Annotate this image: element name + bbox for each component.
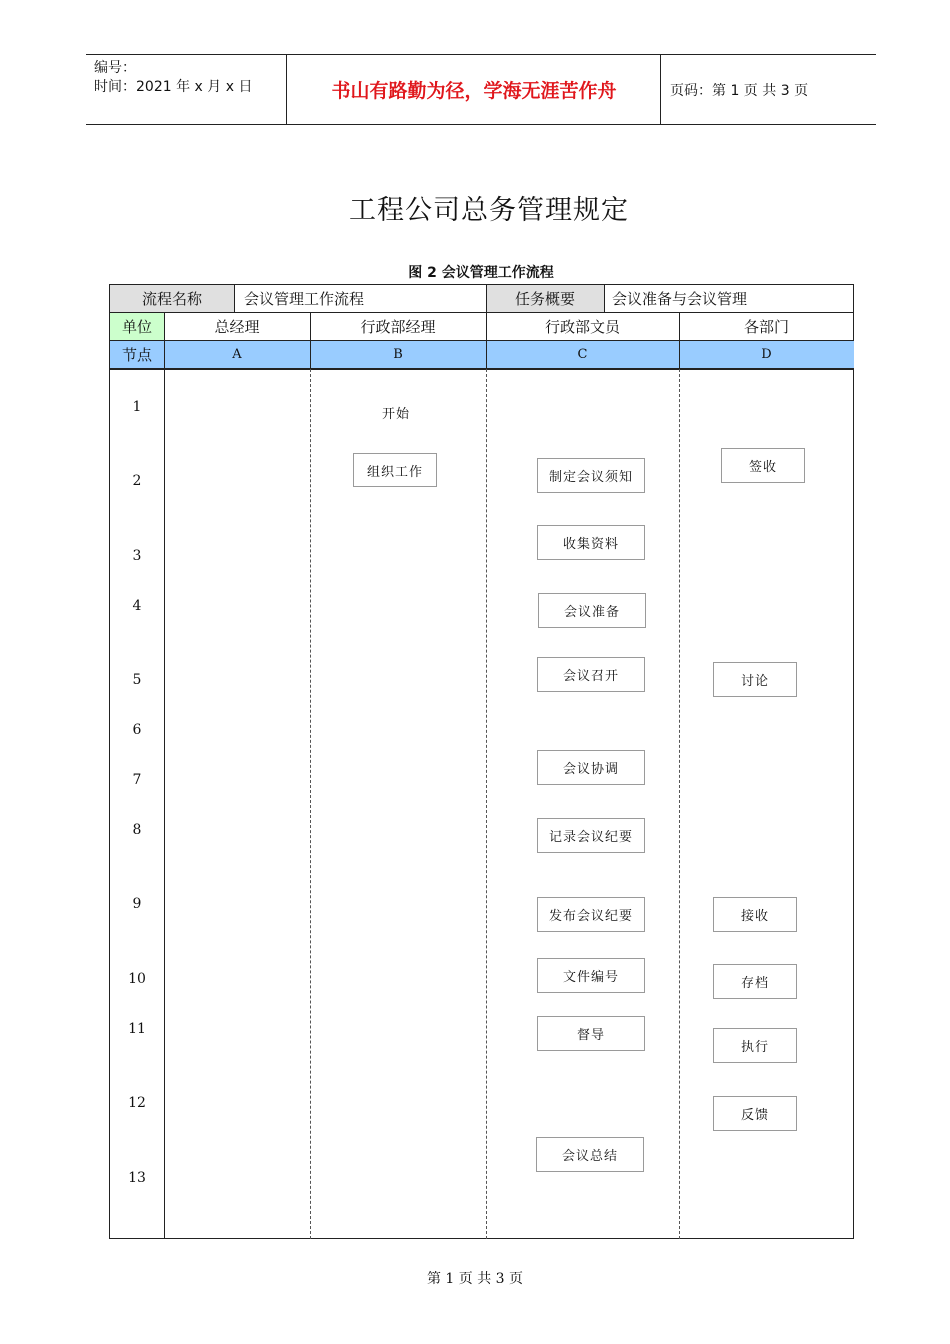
node-number: 4 [132, 598, 142, 614]
page-footer: 第 1 页 共 3 页 [426, 1271, 524, 1287]
node-number: 12 [128, 1095, 146, 1111]
node-col-b: B [310, 341, 486, 368]
grid-line [486, 285, 487, 312]
lane-divider [310, 369, 311, 1239]
lane-divider [679, 369, 680, 1239]
grid-line [604, 285, 605, 312]
node-number: 2 [132, 473, 142, 489]
step-execute: 执行 [713, 1028, 797, 1063]
process-table [109, 284, 854, 1239]
step-discuss: 讨论 [713, 662, 797, 697]
node-number: 6 [132, 722, 142, 738]
unit-label: 单位 [110, 313, 164, 340]
step-meeting-notice: 制定会议须知 [537, 458, 645, 493]
document-title: 工程公司总务管理规定 [349, 195, 629, 226]
header-page-info: 页码：第 1 页 共 3 页 [670, 82, 809, 99]
node-column-divider [164, 369, 165, 1239]
unit-admin-manager: 行政部经理 [360, 318, 436, 336]
time-label: 时间：2021 年 x 月 x 日 [94, 79, 253, 95]
header-meta [94, 59, 252, 97]
node-number: 9 [132, 896, 142, 912]
node-number: 7 [132, 772, 142, 788]
step-sign-receipt: 签收 [721, 448, 805, 483]
node-number: 3 [132, 548, 142, 564]
step-organize-work: 组织工作 [353, 453, 437, 487]
step-meeting-coordinate: 会议协调 [537, 750, 645, 785]
header-divider [286, 55, 287, 124]
step-meeting-summary: 会议总结 [536, 1137, 644, 1172]
task-summary-value: 会议准备与会议管理 [612, 290, 748, 308]
step-meeting-prep: 会议准备 [538, 593, 646, 628]
grid-line [164, 313, 165, 369]
grid-line [486, 313, 487, 369]
grid-line [110, 368, 853, 370]
process-name-label: 流程名称 [110, 285, 234, 312]
node-label: 节点 [110, 341, 164, 368]
step-receive: 接收 [713, 897, 797, 932]
unit-general-manager: 总经理 [214, 318, 260, 336]
node-number: 13 [128, 1170, 146, 1186]
node-number: 1 [132, 399, 142, 415]
step-file-number: 文件编号 [537, 958, 645, 993]
grid-line [234, 285, 235, 312]
unit-admin-clerk: 行政部文员 [544, 318, 620, 336]
node-number: 11 [128, 1021, 146, 1037]
header-motto: 书山有路勤为径，学海无涯苦作舟 [331, 80, 617, 102]
node-number: 10 [128, 971, 146, 987]
task-summary-label: 任务概要 [486, 285, 604, 312]
step-meeting-convene: 会议召开 [537, 657, 645, 692]
node-col-d: D [679, 341, 854, 368]
page-header [86, 54, 876, 125]
node-number: 5 [132, 672, 142, 688]
doc-number-label: 编号： [94, 60, 136, 76]
node-col-a: A [164, 341, 310, 368]
step-archive: 存档 [713, 964, 797, 999]
lane-divider [486, 369, 487, 1239]
figure-caption: 图 2 会议管理工作流程 [408, 265, 554, 281]
node-number: 8 [132, 822, 142, 838]
unit-departments: 各部门 [743, 318, 789, 336]
step-start: 开始 [382, 407, 411, 422]
process-name-value: 会议管理工作流程 [244, 290, 365, 308]
step-feedback: 反馈 [713, 1096, 797, 1131]
grid-line [679, 313, 680, 369]
header-divider [660, 55, 661, 124]
step-publish-minutes: 发布会议纪要 [537, 897, 645, 932]
node-col-c: C [486, 341, 679, 368]
grid-line [310, 313, 311, 369]
step-record-minutes: 记录会议纪要 [537, 818, 645, 853]
step-collect-materials: 收集资料 [537, 525, 645, 560]
step-supervise: 督导 [537, 1016, 645, 1051]
